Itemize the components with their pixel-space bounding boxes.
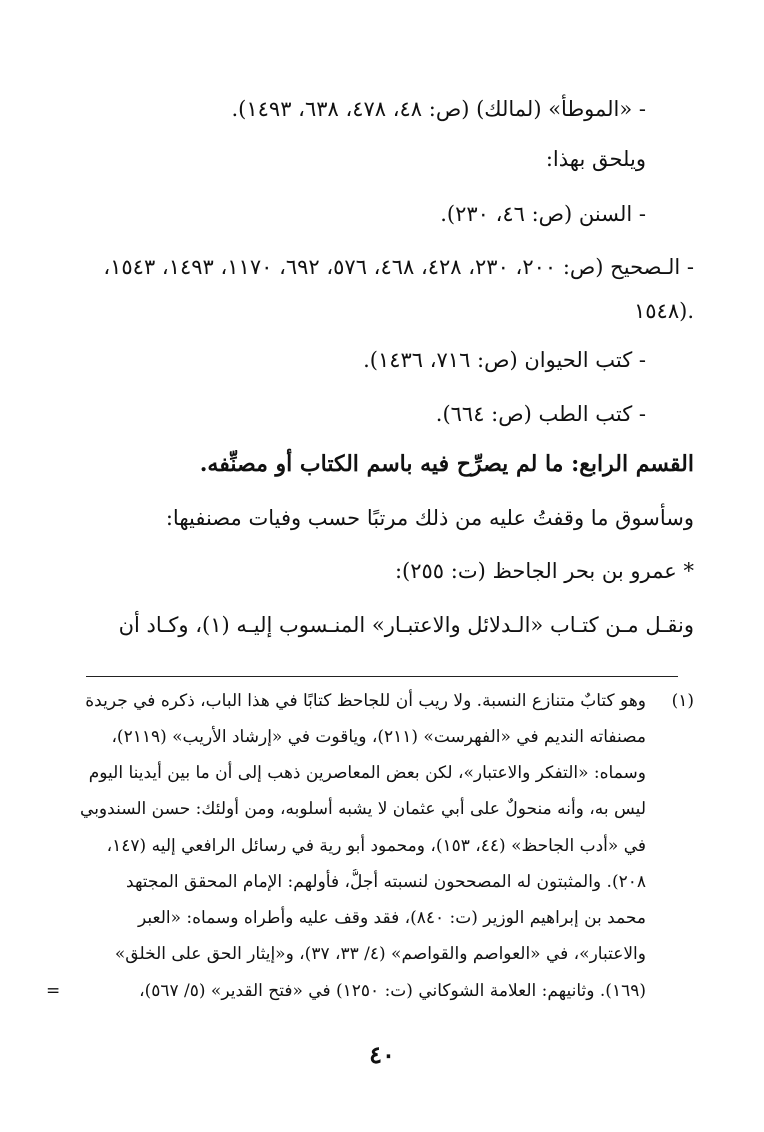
footnote-line-8: والاعتبار»، في «العواصم والقواصم» (٤/ ٣٣، ٣٧)، و«إيثار الحق على الخلق» — [114, 944, 646, 964]
footnote-line-3: وسماه: «التفكر والاعتبار»، لكن بعض المعاصرين ذهب إلى أن ما بين أيدينا اليوم — [88, 763, 646, 783]
section-heading: القسم الرابع: ما لم يصرِّح فيه باسم الكتاب أو مصنِّفه. — [199, 451, 694, 477]
footnote-line-1: وهو كتابٌ متنازع النسبة. ولا ريب أن للجاحظ كتابًا في هذا الباب، ذكره في جريدة — [85, 691, 646, 711]
continuation-mark: = — [46, 981, 61, 1001]
footnote-line-4: ليس به، وأنه منحولٌ على أبي عثمان لا يشبه أسلوبه، ومن أولئك: حسن السندوبي — [80, 799, 646, 819]
body-line-1: - «الموطأ» (لمالك) (ص: ٤٨، ٤٧٨، ٦٣٨، ١٤٩٣). — [231, 97, 646, 121]
body-line-3: - السنن (ص: ٤٦، ٢٣٠). — [440, 202, 646, 226]
footnote-number: (١) — [671, 691, 694, 711]
body-line-6: - كتب الحيوان (ص: ٧١٦، ١٤٣٦). — [363, 348, 646, 372]
body-line-9: وسأسوق ما وقفتُ عليه من ذلك مرتبًا حسب وفيات مصنفيها: — [165, 506, 694, 530]
footnote-line-5: في «أدب الجاحظ» (٤٤، ١٥٣)، ومحمود أبو رية في رسائل الرافعي إليه (١٤٧، — [106, 836, 646, 856]
body-line-5: ١٥٤٨). — [634, 299, 694, 323]
footnote-line-9: (١٦٩). وثانيهم: العلامة الشوكاني (ت: ١٢٥٠) في «فتح القدير» (٥/ ٥٦٧)، — [139, 981, 646, 1001]
footnote-line-2: مصنفاته النديم في «الفهرست» (٢١١)، وياقوت في «إرشاد الأريب» (٢١١٩)، — [111, 727, 646, 747]
footnote-line-6: ٢٠٨). والمثبتون له المصححون لنسبته أجلُّ، فأولهم: الإمام المحقق المجتهد — [126, 872, 646, 892]
author-entry: * عمرو بن بحر الجاحظ (ت: ٢٥٥): — [394, 559, 694, 583]
body-line-11: ونقـل مـن كتـاب «الـدلائل والاعتبـار» المنـسوب إليـه (١)، وكـاد أن — [118, 613, 694, 637]
footnote-line-7: محمد بن إبراهيم الوزير (ت: ٨٤٠)، فقد وقف عليه وأطراه وسماه: «العبر — [138, 908, 646, 928]
footnote-divider — [86, 676, 678, 677]
body-line-2: ويلحق بهذا: — [545, 147, 646, 171]
body-line-7: - كتب الطب (ص: ٦٦٤). — [435, 402, 646, 426]
page-number: ٤٠ — [369, 1040, 395, 1069]
body-line-4: - الـصحيح (ص: ٢٠٠، ٢٣٠، ٤٢٨، ٤٦٨، ٥٧٦، ٦٩٢، ١١٧٠، ١٤٩٣، ١٥٤٣، — [103, 255, 694, 279]
